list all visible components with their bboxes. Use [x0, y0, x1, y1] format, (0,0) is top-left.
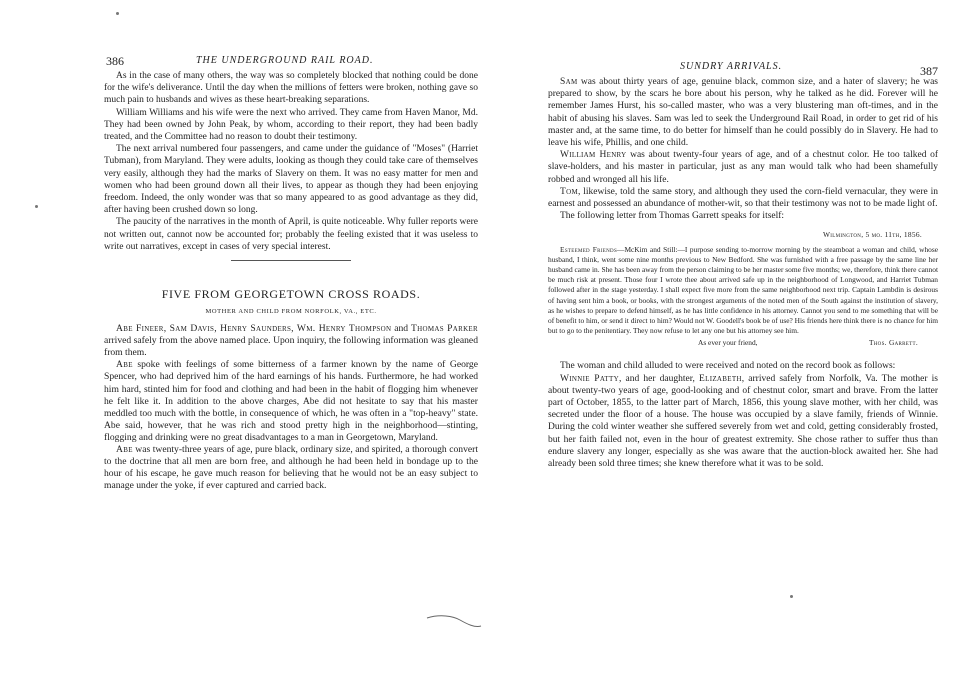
- abe-name-2: Abe: [116, 443, 133, 455]
- right-page-header: [548, 60, 938, 76]
- abe-name: Abe: [116, 359, 133, 371]
- fugitive-name-last: Thomas Parker: [410, 323, 478, 335]
- paragraph-separations: As in the case of many others, the way was so completely blocked that nothing could be done for the wife's deliverance. Until the day when the millions of fetters were broken, nothing gave so much pain to husbands and wives as these heart-breaking separations.: [104, 71, 478, 106]
- abe-testimony-paragraph: Abe spoke with feelings of some bitterness of a farmer known by the name of George Spencer, who had deprived him of the hard earnings of his hands. Furthermore, he had worked him hard, stinted him for food and clothing and had been in the habit of flogging him whenever he felt like it. In addition to the above charges, Abe did not hesitate to say that his master meddled too much with the bottle, in consequence of which, he was often in a "top-heavy" state. Abe said, however, that he was rich and stood pretty high in the neighborhood—stinting, flogging and drinking were no great disadvantages to a man in Georgetown, Maryland.: [104, 359, 478, 443]
- william-henry-paragraph: William Henry was about twenty-four years of age, and of a chestnut color. He too talked of slave-holders, and his master in particular, just as any man would talk who had been shamefully robbed and wronged all his life.: [548, 150, 938, 185]
- william-henry-name: William Henry: [560, 150, 627, 161]
- winnie-paragraph: Winnie Patty, and her daughter, Elizabeth, arrived safely from Norfolk, Va. The mother is about twenty-two years of age, good-looking and of chestnut color, smart and brave. From the latter part of October, 1855, to the latter part of March, 1856, this young slave mother, with her child, was secreted under the floor of a house. The house was occupied by a slave family, friends of Winnie. During the cold winter weather she suffered severely from wet and cold, getting considerably frosted, but her faith failed not, even in the hour of greatest extremity. She chose rather to suffer thus than endure slavery any longer, especially as she was aware that the auction-block awaited her. She had already been sold three times; she knew therefore what it was to be sold.: [548, 373, 938, 470]
- paragraph-paucity: The paucity of the narratives in the month of April, is quite noticeable. Why fuller reports were not written out, cannot now be accounted for; probably the feeling existed that it was useless to write out narratives, except in cases of very special interest.: [104, 217, 478, 252]
- letter-intro: The following letter from Thomas Garrett speaks for itself:: [560, 211, 785, 222]
- section-divider: [231, 260, 351, 261]
- letter-signature: Thos. Garrett.: [868, 338, 918, 348]
- tom-paragraph: Tom, likewise, told the same story, and although they used the corn-field vernacular, they were in earnest and possessed an abundance of mother-wit, so that their testimony was not to be made light of.: [548, 186, 938, 210]
- scan-speck: [790, 595, 793, 598]
- right-running-title: SUNDRY ARRIVALS.: [680, 61, 783, 72]
- fugitive-names: Abe Fineer, Sam Davis, Henry Saunders, Wm. Henry Thompson: [116, 323, 392, 335]
- left-page-header: [104, 54, 478, 70]
- left-running-title: THE UNDERGROUND RAIL ROAD.: [196, 55, 374, 66]
- winnie-name: Winnie Patty: [560, 373, 619, 384]
- record-book-paragraph: The woman and child alluded to were received and noted on the record book as follows:: [560, 361, 896, 372]
- scan-speck: [35, 205, 38, 208]
- elizabeth-name: Elizabeth: [699, 373, 742, 384]
- letter-salutation: Esteemed Friends: [560, 244, 618, 254]
- right-page: [490, 0, 980, 675]
- letter-closing: As ever your friend,: [698, 338, 758, 348]
- letter-closing-line: [548, 338, 938, 350]
- letter-date: Wilmington, 5 mo. 11th, 1856.: [822, 230, 922, 240]
- scan-squiggle: [425, 612, 485, 632]
- scan-speck: [116, 12, 119, 15]
- section-intro-paragraph: Abe Fineer, Sam Davis, Henry Saunders, Wm. Henry Thompson and Thomas Parker arrived safely from the above named place. Upon inquiry, the following information was gleaned from them.: [104, 323, 478, 359]
- right-page-number: 387: [920, 64, 938, 78]
- garrett-letter: [548, 230, 938, 350]
- left-page-number: 386: [106, 54, 124, 68]
- tom-name: Tom: [560, 186, 578, 197]
- section-title: FIVE FROM GEORGETOWN CROSS ROADS.: [161, 287, 421, 302]
- section-subtitle: MOTHER AND CHILD FROM NORFOLK, VA., ETC.: [205, 308, 377, 316]
- paragraph-william-williams: William Williams and his wife were the next who arrived. They came from Haven Manor, Md. They had been owned by John Peak, by whom, according to their report, they had been badly treated, and the Committee had no reason to doubt their testimony.: [104, 107, 478, 143]
- sam-paragraph: Sam was about thirty years of age, genuine black, common size, and a hater of slavery; he was prepared to show, by the scars he bore about his person, why he talked as he did. Forever will he remember James Hurst, his so-called master, who was a very blustering man oft-times, and in the habit of abusing his slaves. Sam was led to seek the Underground Rail Road, in order to get rid of his master and, at the same time, to do better for himself than he could possibly do in Slavery. He had to leave his wife, Phillis, and one child.: [548, 77, 938, 149]
- abe-description-paragraph: Abe was twenty-three years of age, pure black, ordinary size, and spirited, a thorough convert to the doctrine that all men are born free, and although he had been held in bondage up to the hour of his escape, he gave much reason for believing that he would not be an easy subject to manage under the yoke, if ever captured and carried back.: [104, 443, 478, 492]
- sam-name: Sam: [560, 77, 578, 87]
- paragraph-moses-arrival: The next arrival numbered four passengers, and came under the guidance of "Moses" (Harriet Tubman), from Maryland. They were adults, looking as though they could take care of themselves very easily, although they had the marks of Slavery on them. It was no easy matter for men and women who had been ground down all their lives, to appear as though they had been enjoying freedom. Indeed, the only wonder was that so many appeared to as good advantage as they did, after having been crushed down so long.: [104, 144, 478, 216]
- letter-body: Esteemed Friends—McKim and Still:—I purpose sending to-morrow morning by the steamboat a woman and child, whose husband, I think, went some nine months previous to New Bedford. She was furnished with a free passage by the same line her husband came in. She has been away from the person claiming to be her master some five months; we, therefore, think there cannot be much risk at present. Those four I wrote thee about arrived safe up in the neighborhood of Longwood, and Harriet Tubman followed after in the stage yesterday. I shall expect five more from the same neighborhood next trip. Captain Lambdin is desirous of having sent him a book, or books, with the strongest arguments of the noted men of the South against the institution of slavery, as he wishes to prepare to defend himself, as he has little confidence in his attorney. Cannot you send to me something that will be of benefit to him, or send it direct to him? Would not W. Goodell's book be of use? His friends here think there is no chance for him but to go to the penitentiary. They now refuse to let any one but his attorney see him.: [548, 244, 938, 336]
